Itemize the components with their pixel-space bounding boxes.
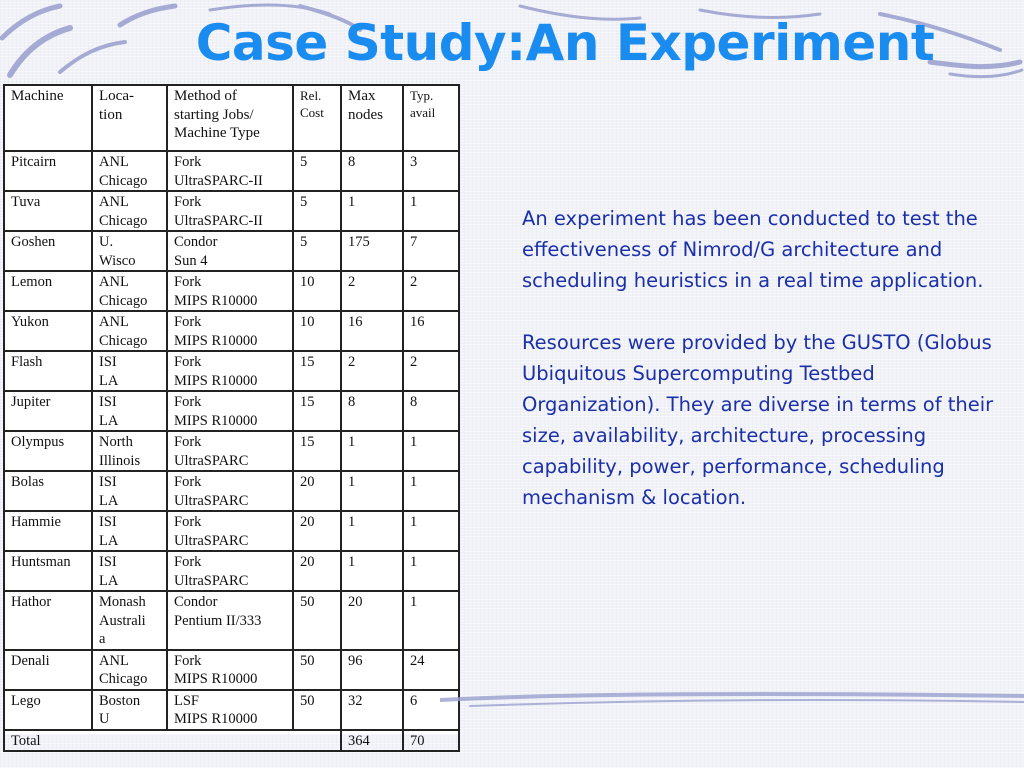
machine-cell: Denali xyxy=(4,650,92,690)
typ-avail-cell: 8 xyxy=(403,391,459,431)
header-cell: Machine xyxy=(4,85,92,151)
method-cell: LSF MIPS R10000 xyxy=(167,690,293,730)
machine-cell: Yukon xyxy=(4,311,92,351)
max-nodes-cell: 96 xyxy=(341,650,403,690)
max-nodes-cell: 1 xyxy=(341,191,403,231)
max-nodes-cell: 2 xyxy=(341,351,403,391)
machine-cell: Pitcairn xyxy=(4,151,92,191)
location-cell: ANL Chicago xyxy=(92,191,167,231)
max-nodes-cell: 175 xyxy=(341,231,403,271)
rel-cost-cell: 15 xyxy=(293,391,341,431)
rel-cost-cell: 50 xyxy=(293,650,341,690)
table-total-row xyxy=(4,730,459,752)
method-cell: Fork UltraSPARC xyxy=(167,551,293,591)
typ-avail-cell: 16 xyxy=(403,311,459,351)
location-cell: ANL Chicago xyxy=(92,650,167,690)
location-cell: ANL Chicago xyxy=(92,271,167,311)
typ-avail-cell: 1 xyxy=(403,511,459,551)
rel-cost-cell: 20 xyxy=(293,551,341,591)
location-cell: North Illinois xyxy=(92,431,167,471)
typ-avail-cell: 3 xyxy=(403,151,459,191)
machine-cell: Lemon xyxy=(4,271,92,311)
resource-table xyxy=(3,84,460,752)
max-nodes-cell: 20 xyxy=(341,591,403,650)
rel-cost-cell: 10 xyxy=(293,271,341,311)
max-nodes-cell: 8 xyxy=(341,151,403,191)
max-nodes-cell: 2 xyxy=(341,271,403,311)
machine-cell: Tuva xyxy=(4,191,92,231)
table-row xyxy=(4,191,459,231)
table-row xyxy=(4,231,459,271)
location-cell: ISI LA xyxy=(92,551,167,591)
table-row xyxy=(4,650,459,690)
rel-cost-cell: 5 xyxy=(293,191,341,231)
method-cell: Fork UltraSPARC xyxy=(167,511,293,551)
body-text xyxy=(522,203,1012,544)
table-row xyxy=(4,690,459,730)
total-max-nodes: 364 xyxy=(341,730,403,752)
location-cell: U. Wisco xyxy=(92,231,167,271)
slide-title: Case Study:An Experiment xyxy=(195,14,935,72)
table-row xyxy=(4,471,459,511)
machine-cell: Flash xyxy=(4,351,92,391)
machine-cell: Lego xyxy=(4,690,92,730)
machine-cell: Bolas xyxy=(4,471,92,511)
table-row xyxy=(4,151,459,191)
max-nodes-cell: 8 xyxy=(341,391,403,431)
method-cell: Fork UltraSPARC xyxy=(167,431,293,471)
location-cell: ANL Chicago xyxy=(92,311,167,351)
max-nodes-cell: 1 xyxy=(341,471,403,511)
location-cell: Boston U xyxy=(92,690,167,730)
location-cell: ISI LA xyxy=(92,391,167,431)
method-cell: Fork MIPS R10000 xyxy=(167,271,293,311)
method-cell: Fork MIPS R10000 xyxy=(167,650,293,690)
table-row xyxy=(4,551,459,591)
total-label: Total xyxy=(4,730,341,752)
typ-avail-cell: 7 xyxy=(403,231,459,271)
table-row xyxy=(4,591,459,650)
paragraph-resources: Resources were provided by the GUSTO (Globus Ubiquitous Supercomputing Testbed Organization). They are diverse in terms of their size, availability, architecture, processing capability, power, performance, scheduling mechanism & location. xyxy=(522,331,994,509)
rel-cost-cell: 5 xyxy=(293,151,341,191)
rel-cost-cell: 5 xyxy=(293,231,341,271)
table-row xyxy=(4,271,459,311)
paragraph-experiment: An experiment has been conducted to test the effectiveness of Nimrod/G architecture and scheduling heuristics in a real time application. xyxy=(522,207,984,292)
table-row xyxy=(4,311,459,351)
table-row xyxy=(4,391,459,431)
header-cell: Rel. Cost xyxy=(293,85,341,151)
typ-avail-cell: 6 xyxy=(403,690,459,730)
method-cell: Fork UltraSPARC xyxy=(167,471,293,511)
location-cell: ISI LA xyxy=(92,351,167,391)
header-cell: Typ. avail xyxy=(403,85,459,151)
location-cell: Monash Australi a xyxy=(92,591,167,650)
method-cell: Condor Sun 4 xyxy=(167,231,293,271)
rel-cost-cell: 20 xyxy=(293,511,341,551)
max-nodes-cell: 1 xyxy=(341,551,403,591)
machine-cell: Olympus xyxy=(4,431,92,471)
method-cell: Fork UltraSPARC-II xyxy=(167,191,293,231)
rel-cost-cell: 50 xyxy=(293,690,341,730)
machine-cell: Huntsman xyxy=(4,551,92,591)
table-row xyxy=(4,431,459,471)
typ-avail-cell: 1 xyxy=(403,191,459,231)
machine-cell: Hammie xyxy=(4,511,92,551)
typ-avail-cell: 2 xyxy=(403,351,459,391)
rel-cost-cell: 15 xyxy=(293,351,341,391)
rel-cost-cell: 50 xyxy=(293,591,341,650)
typ-avail-cell: 1 xyxy=(403,431,459,471)
rel-cost-cell: 20 xyxy=(293,471,341,511)
resource-table-container xyxy=(3,84,458,749)
max-nodes-cell: 1 xyxy=(341,511,403,551)
machine-cell: Hathor xyxy=(4,591,92,650)
header-cell: Max nodes xyxy=(341,85,403,151)
typ-avail-cell: 24 xyxy=(403,650,459,690)
total-typ-avail: 70 xyxy=(403,730,459,752)
table-row xyxy=(4,351,459,391)
max-nodes-cell: 16 xyxy=(341,311,403,351)
location-cell: ANL Chicago xyxy=(92,151,167,191)
method-cell: Fork MIPS R10000 xyxy=(167,391,293,431)
max-nodes-cell: 1 xyxy=(341,431,403,471)
method-cell: Condor Pentium II/333 xyxy=(167,591,293,650)
location-cell: ISI LA xyxy=(92,471,167,511)
table-row xyxy=(4,511,459,551)
typ-avail-cell: 2 xyxy=(403,271,459,311)
method-cell: Fork MIPS R10000 xyxy=(167,311,293,351)
decorative-divider xyxy=(440,688,1024,718)
header-cell: Method of starting Jobs/ Machine Type xyxy=(167,85,293,151)
location-cell: ISI LA xyxy=(92,511,167,551)
header-cell: Loca- tion xyxy=(92,85,167,151)
method-cell: Fork UltraSPARC-II xyxy=(167,151,293,191)
typ-avail-cell: 1 xyxy=(403,591,459,650)
rel-cost-cell: 10 xyxy=(293,311,341,351)
rel-cost-cell: 15 xyxy=(293,431,341,471)
typ-avail-cell: 1 xyxy=(403,551,459,591)
table-header-row xyxy=(4,85,459,151)
machine-cell: Goshen xyxy=(4,231,92,271)
machine-cell: Jupiter xyxy=(4,391,92,431)
typ-avail-cell: 1 xyxy=(403,471,459,511)
max-nodes-cell: 32 xyxy=(341,690,403,730)
method-cell: Fork MIPS R10000 xyxy=(167,351,293,391)
